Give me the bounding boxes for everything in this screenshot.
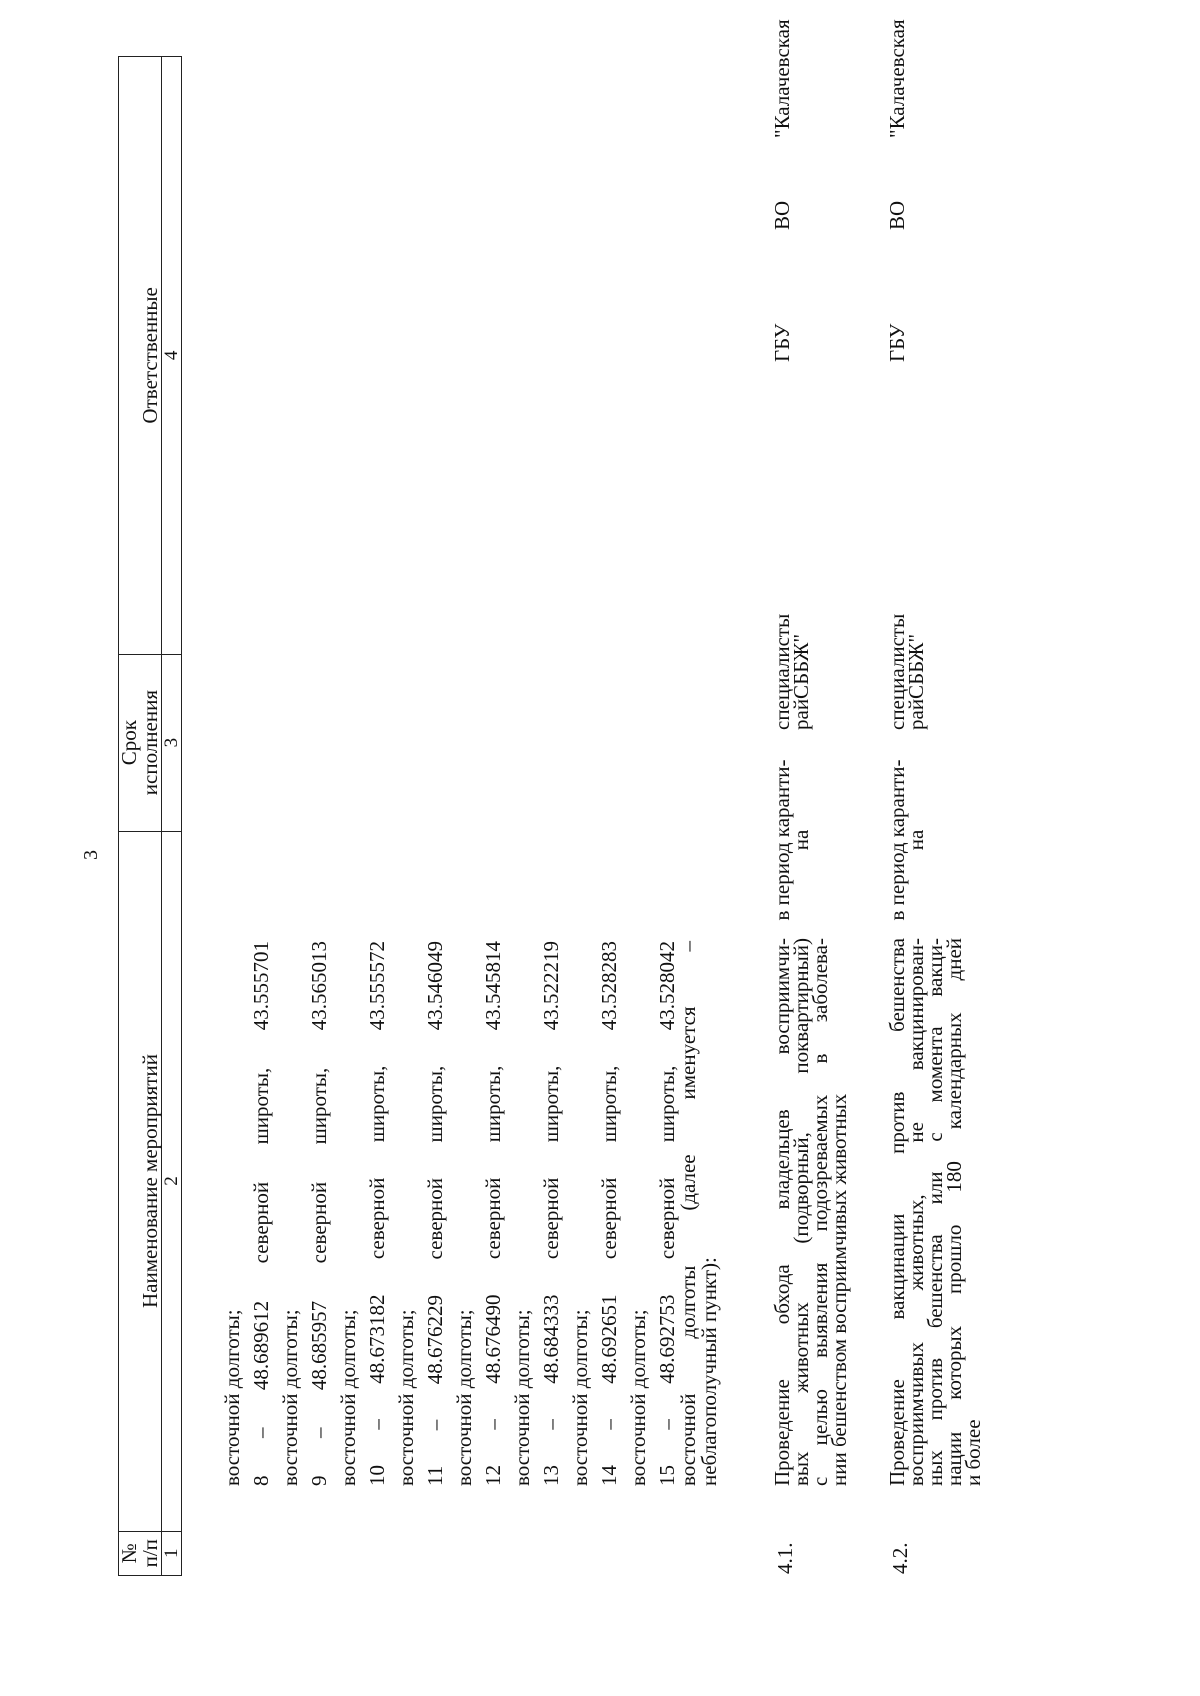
coord-line: восточной долготы; xyxy=(394,1309,418,1486)
coord-line: восточной долготы; xyxy=(336,1309,360,1486)
coord-line: восточной долготы; xyxy=(452,1309,476,1486)
coord-point-11: 11 – 48.676229 северной широты, 43.546049 xyxy=(423,941,447,1486)
col-index-4: 4 xyxy=(162,57,182,655)
coord-point-8: 8 – 48.689612 северной широты, 43.555701 xyxy=(249,941,273,1486)
col-index-2: 2 xyxy=(162,831,182,1531)
coord-line: восточной долготы; xyxy=(278,1309,302,1486)
responsible-region: ВО xyxy=(770,200,794,230)
deadline-line2: исполнения xyxy=(138,690,162,796)
row-number-4-1: 4.1. xyxy=(773,1542,797,1574)
responsible-org: ГБУ xyxy=(885,323,909,362)
coord-point-10: 10 – 48.673182 северной широты, 43.555572 xyxy=(365,941,389,1486)
responsible-station: "Калачевская xyxy=(885,19,909,138)
term-line: на xyxy=(904,829,928,851)
row-number-4-2: 4.2. xyxy=(888,1542,912,1574)
spec-line: райСББЖ" xyxy=(789,633,813,730)
col-index-3: 3 xyxy=(162,654,182,831)
coord-line: восточной долготы; xyxy=(568,1309,592,1486)
coord-line: восточной долготы; xyxy=(220,1309,244,1486)
row-responsible-4-1 xyxy=(770,19,833,730)
term-line: в период каранти- xyxy=(885,759,909,921)
desc-line: Проведение вакцинации против бешенства xyxy=(885,938,909,1486)
coord-point-15: 15 – 48.692753 северной широты, 43.528042 xyxy=(655,941,679,1486)
col-number-header: № п/п xyxy=(119,1531,162,1575)
responsible-specialists xyxy=(885,613,928,730)
row-responsible-4-2 xyxy=(885,19,948,730)
coord-line: неблагополучный пункт): xyxy=(697,1257,721,1486)
row-deadline-4-1 xyxy=(770,752,813,928)
row-description-4-1 xyxy=(770,938,851,1486)
coordinates-list xyxy=(222,941,720,1486)
term-line: на xyxy=(789,829,813,851)
col-responsible-header: Ответственные xyxy=(119,57,162,655)
col-deadline-header xyxy=(119,654,162,831)
col-index-1: 1 xyxy=(162,1531,182,1575)
desc-line: и более xyxy=(961,1419,985,1486)
desc-line: Проведение обхода владельцев восприимчи- xyxy=(770,938,794,1486)
desc-line: нии бешенством восприимчивых животных xyxy=(827,1093,851,1486)
responsible-region: ВО xyxy=(885,200,909,230)
row-deadline-4-2 xyxy=(885,752,928,928)
desc-line: с целью выявления подозреваемых в заболева- xyxy=(808,938,832,1486)
row-description-4-2 xyxy=(885,938,985,1486)
page-number: 3 xyxy=(80,850,102,860)
coord-point-9: 9 – 48.685957 северной широты, 43.565013 xyxy=(307,941,331,1486)
coord-point-13: 13 – 48.684333 северной широты, 43.522219 xyxy=(539,941,563,1486)
coord-point-14: 14 – 48.692651 северной широты, 43.528283 xyxy=(597,941,621,1486)
desc-line: ных против бешенства или с момента вакци- xyxy=(923,938,947,1486)
table-header xyxy=(118,56,182,1576)
coord-point-12: 12 – 48.676490 северной широты, 43.545814 xyxy=(481,941,505,1486)
responsible-specialists xyxy=(770,613,813,730)
desc-line: вых животных (подворный, поквартирный) xyxy=(789,938,813,1486)
coord-line: восточной долготы (далее именуется – xyxy=(676,941,700,1486)
spec-line: специалисты xyxy=(885,613,909,730)
coord-line: восточной долготы; xyxy=(510,1309,534,1486)
deadline-line1: Срок xyxy=(117,720,141,766)
responsible-station: "Калачевская xyxy=(770,19,794,138)
desc-line: нации которых прошло 180 календарных дней xyxy=(942,938,966,1486)
desc-line: восприимчивых животных, не вакцинирован- xyxy=(904,938,928,1486)
spec-line: райСББЖ" xyxy=(904,633,928,730)
responsible-org: ГБУ xyxy=(770,323,794,362)
col-activities-header: Наименование мероприятий xyxy=(119,831,162,1531)
term-line: в период каранти- xyxy=(770,759,794,921)
coord-line: восточной долготы; xyxy=(626,1309,650,1486)
spec-line: специалисты xyxy=(770,613,794,730)
